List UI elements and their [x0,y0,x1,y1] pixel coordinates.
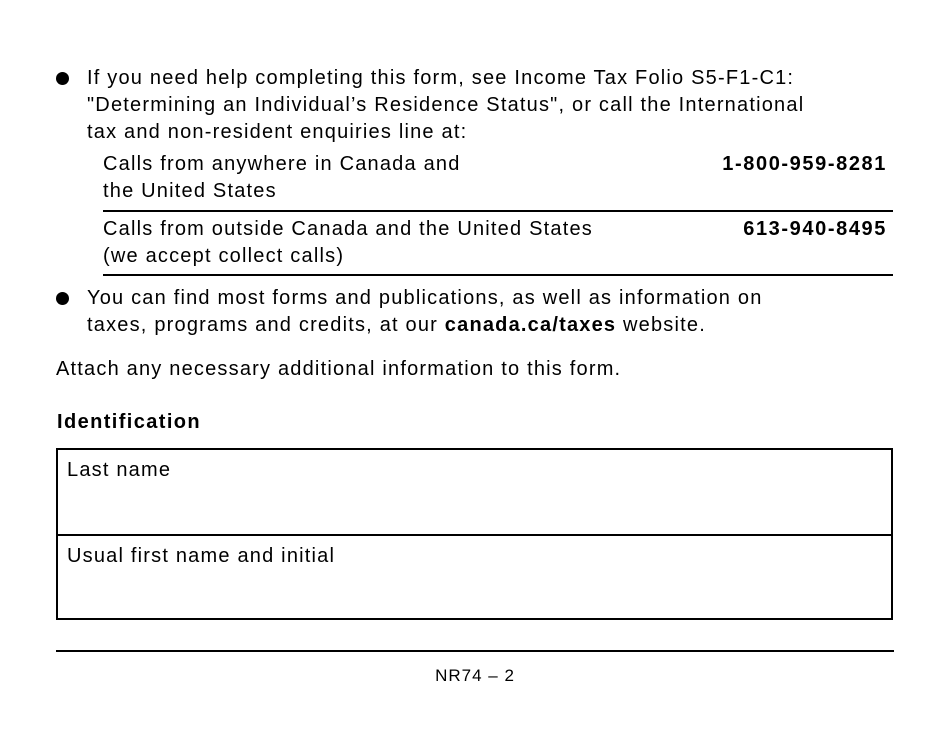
bullet-dot [56,292,69,305]
attach-instructions: Attach any necessary additional information to this form. [56,358,622,380]
phone-divider [103,210,893,212]
identification-box [56,448,893,620]
forms-paragraph [87,285,907,339]
section-heading-identification: Identification [57,411,202,433]
phone-number-domestic[interactable]: 1-800-959-8281 [722,153,887,175]
first-name-label: Usual first name and initial [67,545,336,567]
help-line: tax and non-resident enquiries line at: [87,121,468,143]
footer-divider [56,650,894,652]
help-line: If you need help completing this form, see Income Tax Folio S5-F1-C1: [87,67,795,89]
first-name-field[interactable] [58,536,891,620]
page-number: NR74 – 2 [435,666,515,685]
phone-divider [103,274,893,276]
last-name-field[interactable] [58,450,891,536]
help-line: "Determining an Individual’s Residence Status", or call the International [87,94,805,116]
phone-row-domestic [103,151,893,205]
canada-taxes-link[interactable]: canada.ca/taxes [444,314,617,336]
phone-number-international[interactable]: 613-940-8495 [743,218,887,240]
help-paragraph [87,65,907,146]
phone-label: Calls from outside Canada and the United States (we accept collect calls) [103,218,593,267]
forms-line: You can find most forms and publications, as well as information on [87,287,763,309]
forms-line: taxes, programs and credits, at our canada.ca/taxes website. [87,314,706,336]
phone-row-international [103,216,893,270]
phone-label: Calls from anywhere in Canada and the United States [103,153,461,202]
last-name-label: Last name [67,459,172,481]
bullet-dot [56,72,69,85]
